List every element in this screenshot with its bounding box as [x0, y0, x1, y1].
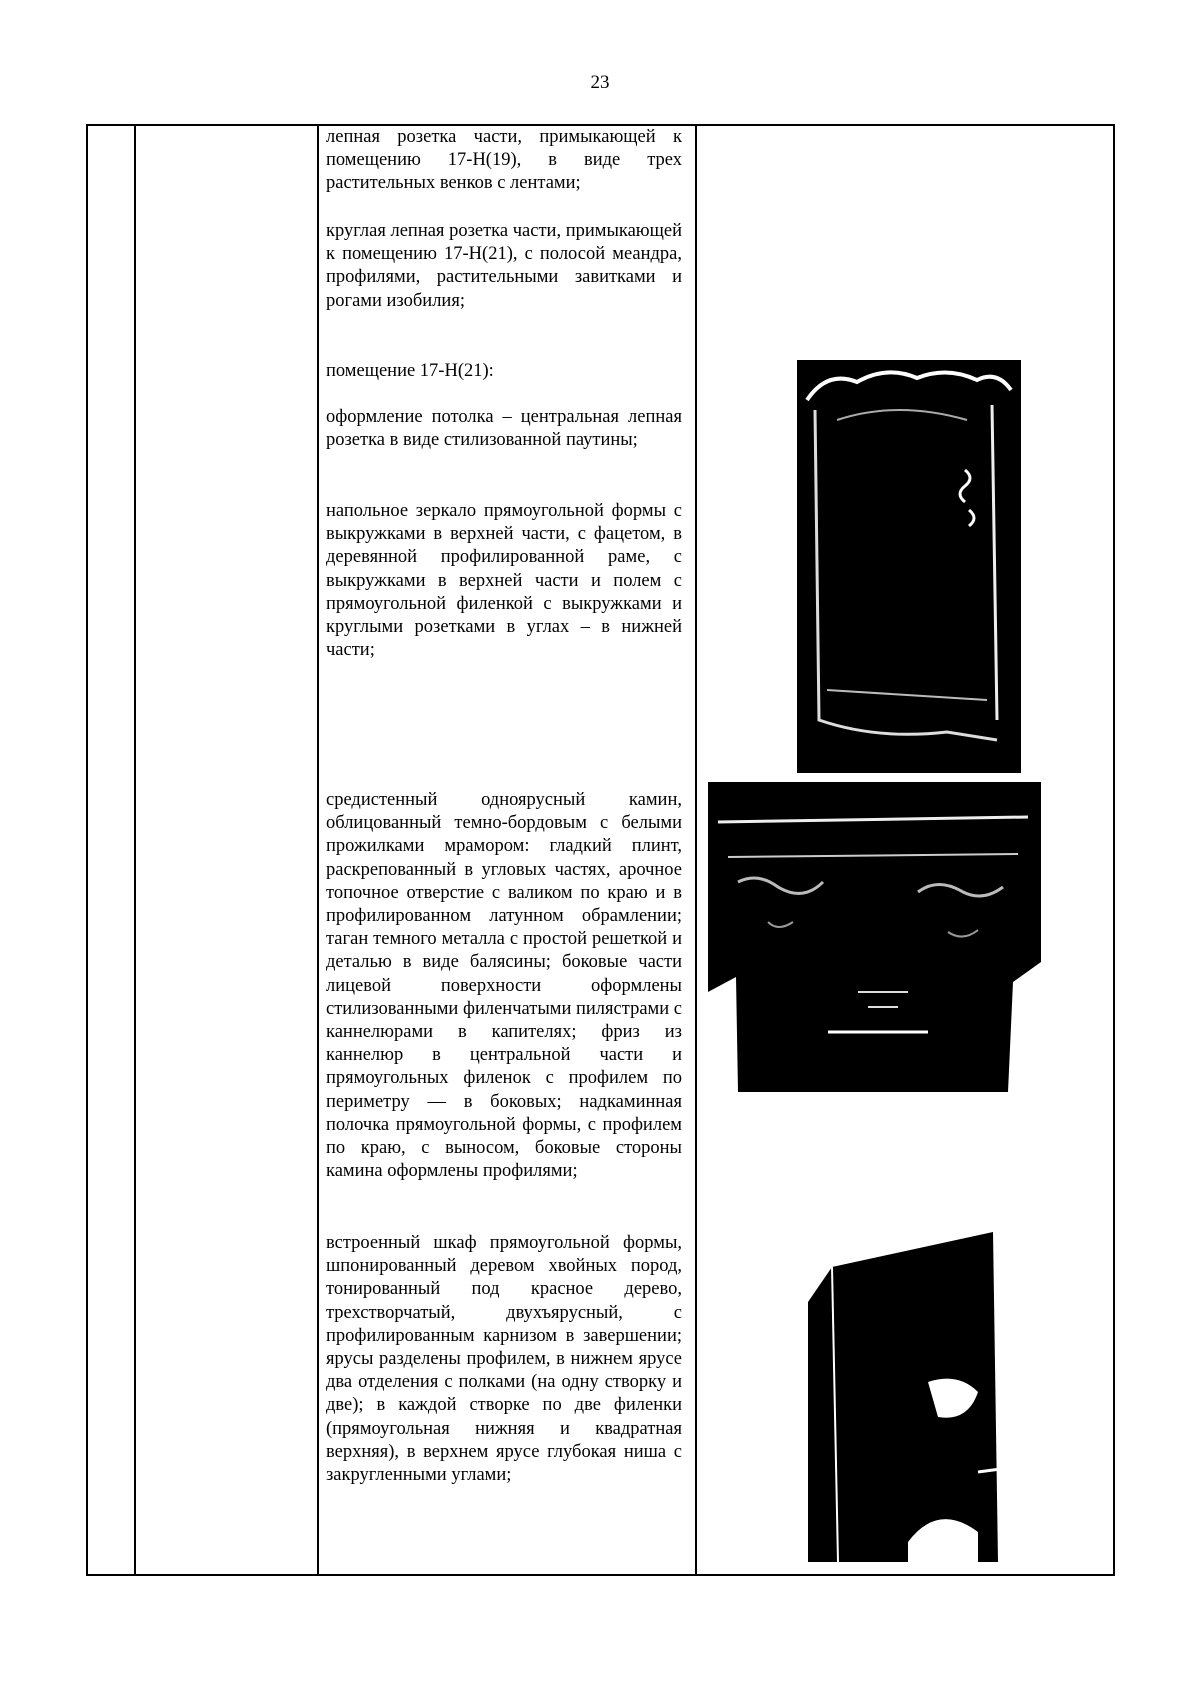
room-heading-17n21: помещение 17-Н(21): — [326, 361, 494, 381]
description-wardrobe: встроенный шкаф прямоугольной формы, шпонированный деревом хвойных пород, тонированный под красное дерево, трехстворчатый, двухъярусный, с профилированным карнизом в завершении; ярусы разделены профилем, в нижнем ярусе два отделения с полками (на одну створку и две); в каждой створке по две филенки (прямоугольная нижняя и квадратная верхняя), в верхнем ярусе глубокая ниша с закругленными углами; — [326, 1233, 682, 1486]
column-divider-2 — [317, 126, 319, 1574]
fireplace-photo — [708, 782, 1041, 1092]
description-rosette-17n21: круглая лепная розетка части, примыкающей к помещению 17-Н(21), с полосой меандра, профилями, растительными завитками и рогами изобилия; — [326, 221, 682, 311]
wardrobe-photo — [808, 1232, 1022, 1562]
description-fireplace: средистенный одноярусный камин, облицованный темно-бордовым с белыми прожилками мрамором: гладкий плинт, раскрепованный в угловых частях, арочное топочное отверстие с валиком по краю и в профилированном латунном обрамлении; таган темного металла с простой решеткой и деталью в виде балясины; боковые части лицевой поверхности оформлены стилизованными филенчатыми пилястрами с каннелюрами в капителях; фриз из каннелюр в центральной части и прямоугольных филенок с профилем по периметру — в боковых; надкаминная полочка прямоугольной формы, с профилем по краю, с выносом, боковые стороны камина оформлены профилями; — [326, 790, 682, 1182]
description-ceiling: оформление потолка – центральная лепная розетка в виде стилизованной паутины; — [326, 407, 682, 451]
column-divider-3 — [695, 126, 697, 1574]
description-rosette-17n19: лепная розетка части, примыкающей к помещению 17-Н(19), в виде трех растительных венков с лентами; — [326, 127, 682, 194]
page-number: 23 — [590, 72, 610, 93]
column-divider-1 — [134, 126, 136, 1574]
description-floor-mirror: напольное зеркало прямоугольной формы с выкружками в верхней части, с фацетом, в деревянной профилированной раме, с выкружками в верхней части и полем с прямоугольной филенкой с выкружками и круглыми розетками в углах – в нижней части; — [326, 501, 682, 661]
mirror-photo — [797, 360, 1021, 773]
